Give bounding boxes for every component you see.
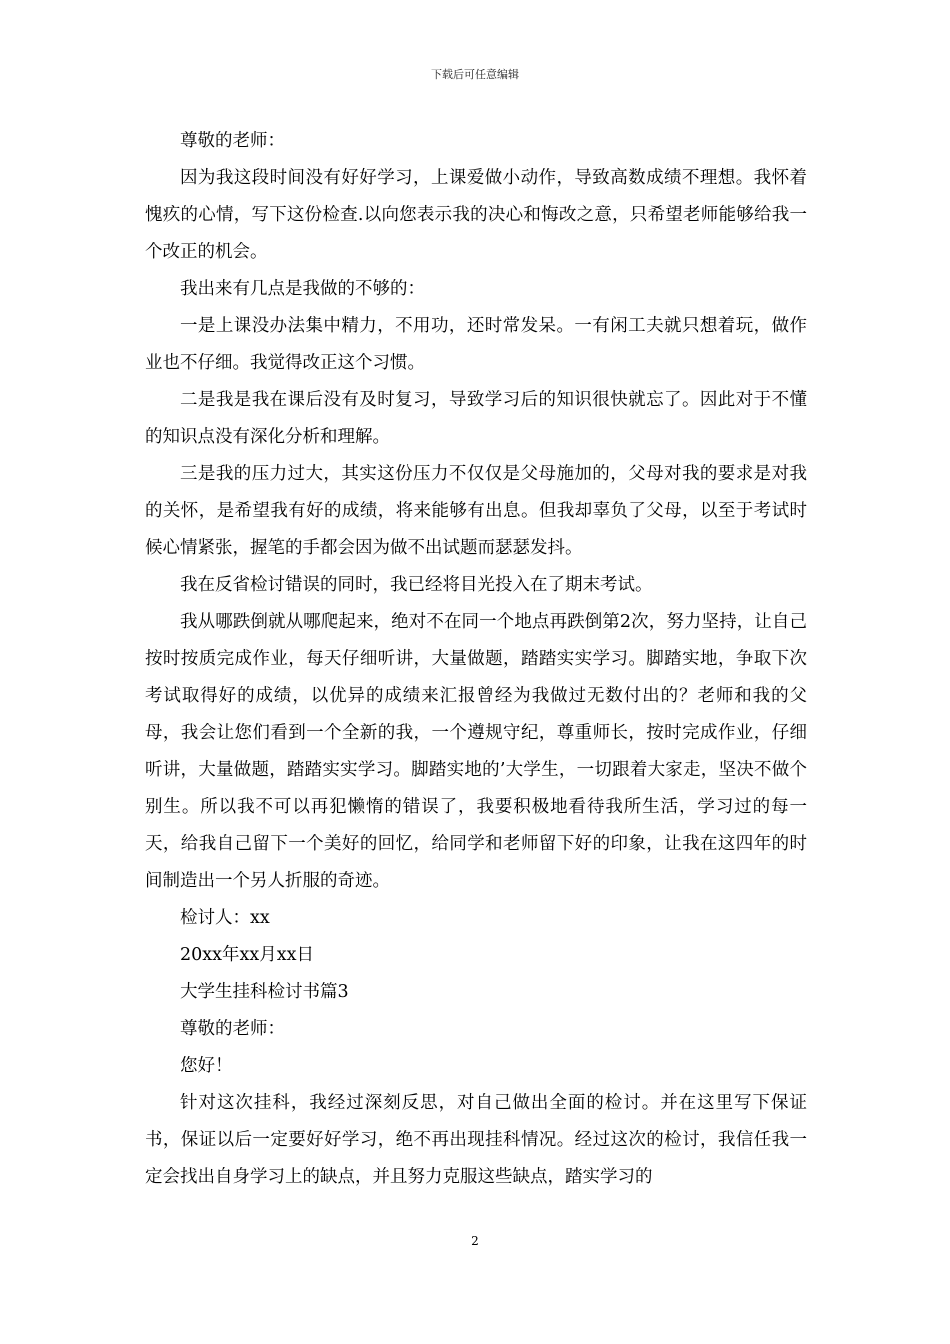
page-number: 2	[471, 1234, 479, 1248]
body-paragraph: 一是上课没办法集中精力，不用功，还时常发呆。一有闲工夫就只想着玩，做作业也不仔细。我觉得改正这个习惯。	[145, 316, 807, 373]
page-header: 下载后可任意编辑	[431, 68, 519, 81]
date-line: 20xx年xx月xx日	[180, 945, 314, 965]
signature-line: 检讨人：xx	[180, 908, 270, 928]
salutation: 尊敬的老师：	[180, 1019, 285, 1039]
body-paragraph: 因为我这段时间没有好好学习，上课爱做小动作，导致高数成绩不理想。我怀着愧疚的心情，写下这份检查.以向您表示我的决心和悔改之意，只希望老师能够给我一个改正的机会。	[145, 168, 807, 262]
body-paragraph: 我在反省检讨错误的同时，我已经将目光投入在了期末考试。	[180, 575, 653, 595]
body-paragraph: 我从哪跌倒就从哪爬起来，绝对不在同一个地点再跌倒第2次，努力坚持，让自己按时按质完成作业，每天仔细听讲，大量做题，踏踏实实学习。脚踏实地，争取下次考试取得好的成绩，以优异的成绩来汇报曾经为我做过无数付出的？老师和我的父母，我会让您们看到一个全新的我，一个遵规守纪，尊重师长，按时完成作业，仔细听讲，大量做题，踏踏实实学习。脚踏实地的’大学生，一切跟着大家走，坚决不做个别生。所以我不可以再犯懒惰的错误了，我要积极地看待我所生活，学习过的每一天，给我自己留下一个美好的回忆，给同学和老师留下好的印象，让我在这四年的时间制造出一个另人折服的奇迹。	[145, 612, 807, 891]
salutation: 尊敬的老师：	[180, 131, 285, 151]
section-title: 大学生挂科检讨书篇3	[180, 982, 349, 1002]
greeting: 您好！	[180, 1056, 233, 1076]
body-paragraph: 针对这次挂科，我经过深刻反思，对自己做出全面的检讨。并在这里写下保证书，保证以后一定要好好学习，绝不再出现挂科情况。经过这次的检讨，我信任我一定会找出自身学习上的缺点，并且努力克服这些缺点，踏实学习的	[145, 1093, 807, 1187]
body-paragraph: 我出来有几点是我做的不够的：	[180, 279, 425, 299]
body-paragraph: 二是我是我在课后没有及时复习，导致学习后的知识很快就忘了。因此对于不懂的知识点没有深化分析和理解。	[145, 390, 807, 447]
document-body	[145, 123, 807, 1196]
body-paragraph: 三是我的压力过大，其实这份压力不仅仅是父母施加的，父母对我的要求是对我的关怀，是希望我有好的成绩，将来能够有出息。但我却辜负了父母，以至于考试时候心情紧张，握笔的手都会因为做不出试题而瑟瑟发抖。	[145, 464, 807, 558]
